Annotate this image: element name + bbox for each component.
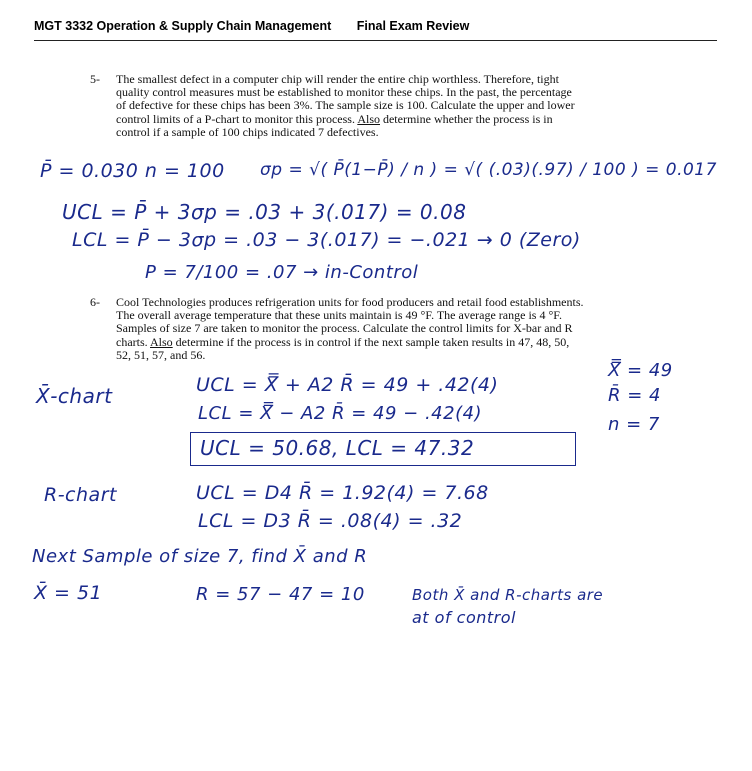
problem-5-line: control if a sample of 100 chips indicated 7 defectives. [116, 124, 379, 139]
sol6-x-boxed: UCL = 50.68, LCL = 47.32 [200, 436, 475, 460]
sol6-xbar-result: X̄ = 51 [34, 582, 103, 604]
sol6-given-r: R̄ = 4 [608, 385, 661, 406]
problem-6-text [116, 296, 583, 362]
sol6-rchart-label: R-chart [44, 484, 117, 506]
sol6-given-xbar: X̿ = 49 [608, 360, 673, 381]
problem-5-line: control limits of a P-chart to monitor this process. Also determine whether the process is in [116, 111, 553, 126]
sol6-x-ucl: UCL = X̿ + A2 R̄ = 49 + .42(4) [196, 374, 499, 396]
problem-6-line: Cool Technologies produces refrigeration units for food producers and retail food establishments. [116, 295, 584, 309]
page-header [34, 19, 469, 33]
sol5-lcl: LCL = P̄ − 3σp = .03 − 3(.017) = −.021 → 0 (Zero) [72, 229, 581, 251]
sol6-xchart-label: X̄-chart [36, 384, 113, 408]
sol6-r-ucl: UCL = D4 R̄ = 1.92(4) = 7.68 [196, 482, 489, 504]
problem-6-line: Samples of size 7 are taken to monitor the process. Calculate the control limits for X-bar and R [116, 321, 573, 336]
problem-6-line: charts. Also determine if the process is in control if the next sample taken results in 47, 48, 50, [116, 334, 570, 349]
sol6-x-lcl: LCL = X̿ − A2 R̄ = 49 − .42(4) [198, 403, 483, 424]
problem-6-number: 6- [90, 295, 100, 309]
problem-6-line: 52, 51, 57, and 56. [116, 347, 206, 362]
sol6-r-lcl: LCL = D3 R̄ = .08(4) = .32 [198, 510, 463, 532]
problem-5-line: quality control measures must be established to monitor these chips. In the past, the percentage [116, 85, 572, 100]
sol6-conclusion-line1: Both X̄ and R-charts are [412, 586, 604, 604]
sol5-p-sample: P = 7/100 = .07 → in-Control [145, 262, 419, 283]
sol5-sigma-p: σp = √( P̄(1−P̄) / n ) = √( (.03)(.97) / 100 ) = 0.017 [260, 160, 717, 180]
problem-5-text [116, 73, 575, 139]
sol6-conclusion-line2: at of control [412, 608, 516, 627]
problem-5-line: The smallest defect in a computer chip will render the entire chip worthless. Therefore, tight [116, 72, 559, 86]
sol5-pbar-n: P̄ = 0.030 n = 100 [40, 160, 225, 182]
sol6-next-sample: Next Sample of size 7, find X̄ and R [32, 546, 368, 567]
problem-5 [90, 73, 690, 143]
also-underlined: Also [357, 111, 380, 126]
sol6-r-result: R = 57 − 47 = 10 [196, 584, 365, 605]
problem-5-line: of defective for these chips has been 3%. The sample size is 100. Calculate the upper and lower [116, 98, 575, 113]
problem-5-number: 5- [90, 72, 100, 86]
document-title: Final Exam Review [356, 19, 470, 33]
header-rule [34, 40, 717, 41]
problem-6 [90, 296, 710, 366]
problem-6-line: The overall average temperature that these units maintain is 49 °F. The average range is 4 °F. [116, 308, 562, 323]
course-title: MGT 3332 Operation & Supply Chain Management [34, 19, 332, 33]
sol5-ucl: UCL = P̄ + 3σp = .03 + 3(.017) = 0.08 [62, 200, 467, 224]
also-underlined: Also [150, 334, 173, 349]
sol6-given-n: n = 7 [608, 414, 660, 435]
